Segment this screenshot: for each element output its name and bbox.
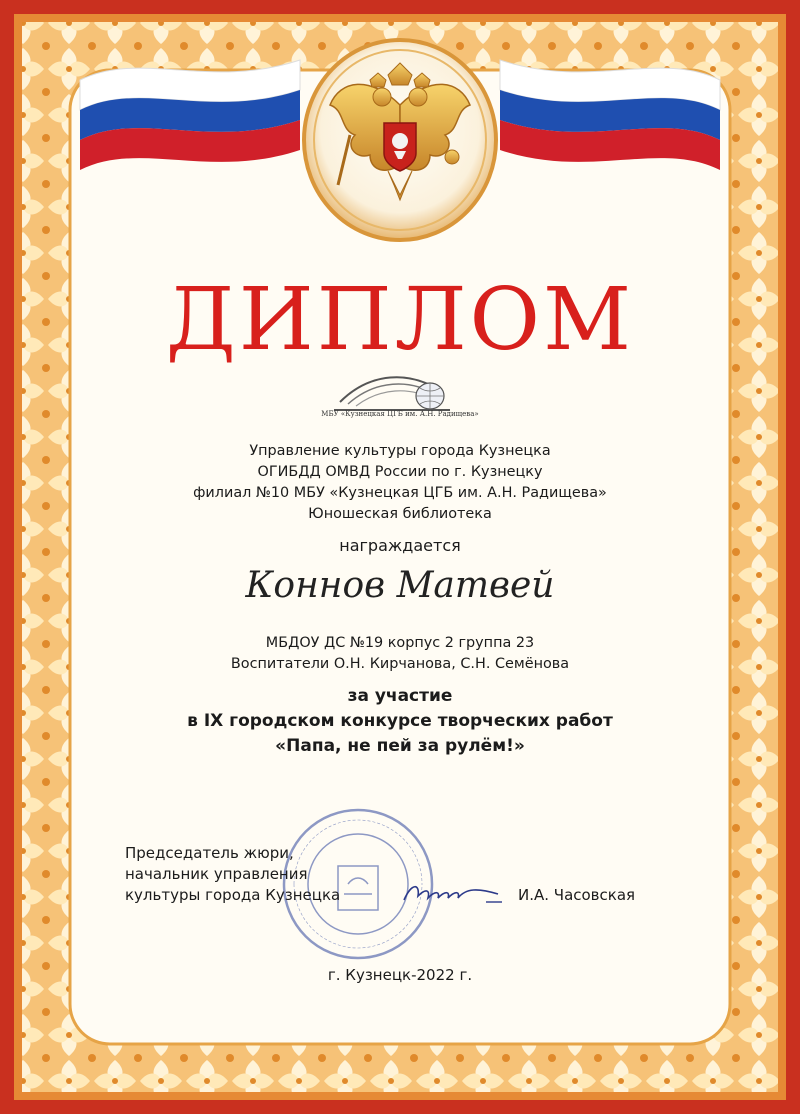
school-line: МБДОУ ДС №19 корпус 2 группа 23 <box>265 635 535 651</box>
signature-line: Председатель жюри, <box>125 844 294 862</box>
reason-block <box>0 684 800 759</box>
org-line: филиал №10 МБУ «Кузнецкая ЦГБ им. А.Н. Радищева» <box>193 485 607 501</box>
signature-line: начальник управления <box>125 865 308 883</box>
org-line: Юношеская библиотека <box>308 506 492 522</box>
reason-line: за участие <box>347 686 453 706</box>
org-line: Управление культуры города Кузнецка <box>249 443 551 459</box>
school-block <box>0 633 800 675</box>
school-line: Воспитатели О.Н. Кирчанова, С.Н. Семёнова <box>230 656 570 672</box>
reason-line: «Папа, не пей за рулём!» <box>275 736 525 756</box>
organizations-block <box>0 441 800 525</box>
recipient-name: Коннов Матвей <box>245 565 555 606</box>
footer-place-year: г. Кузнецк-2022 г. <box>327 966 473 984</box>
signature-icon <box>398 872 508 912</box>
awarded-label: награждается <box>339 536 461 555</box>
reason-line: в IX городском конкурсе творческих работ <box>187 711 613 731</box>
signature-block <box>125 843 340 906</box>
library-logo-caption: МБУ «Кузнецкая ЦГБ им. А.Н. Радищева» <box>321 410 479 418</box>
org-line: ОГИБДД ОМВД России по г. Кузнецку <box>257 464 543 480</box>
coat-of-arms-icon <box>300 35 500 245</box>
signer-name: И.А. Часовская <box>518 886 636 904</box>
diploma-title: ДИПЛОМ <box>165 270 635 370</box>
signature-line: культуры города Кузнецка <box>125 886 341 904</box>
